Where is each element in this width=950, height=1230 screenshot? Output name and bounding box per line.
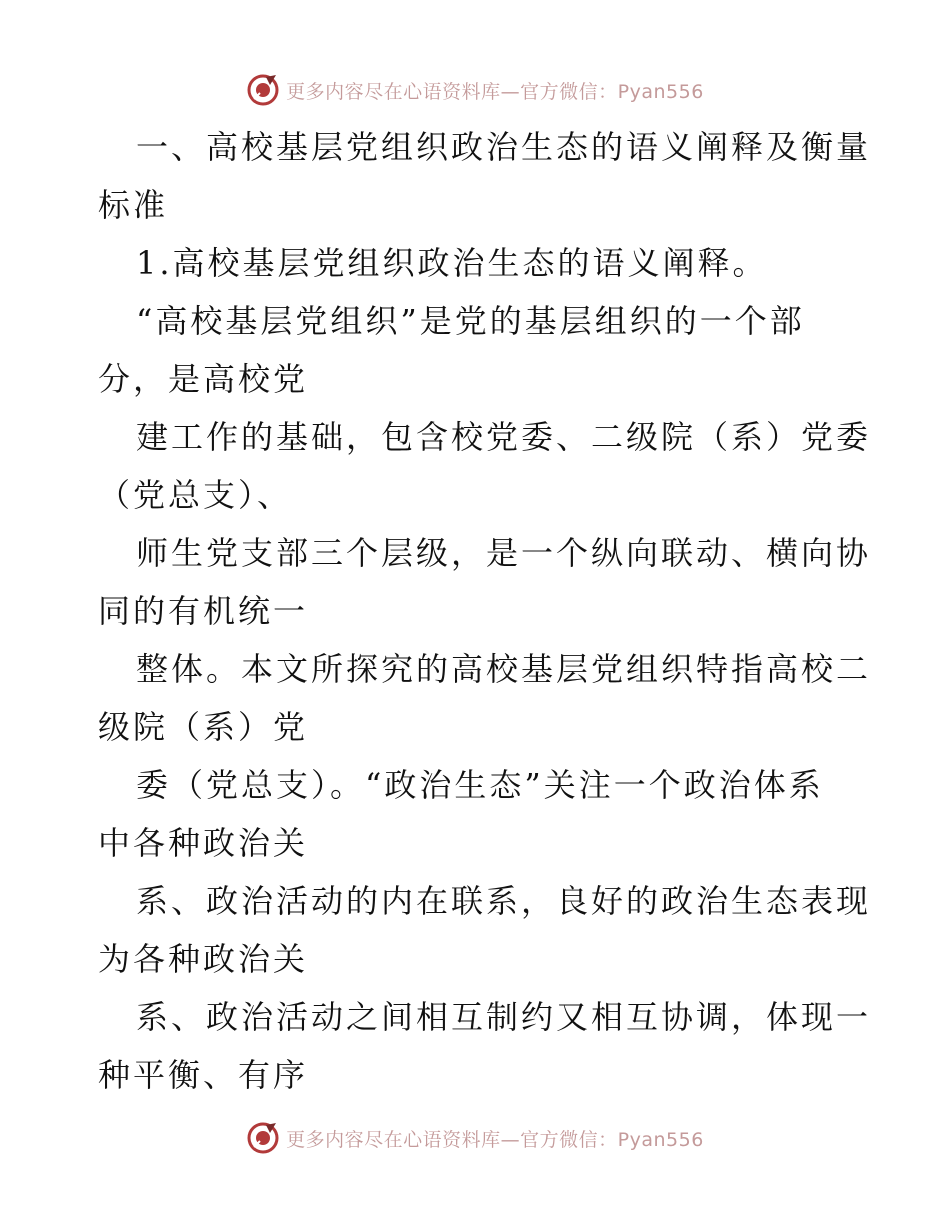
watermark-group — [246, 73, 704, 107]
paragraph-line: 整体。本文所探究的高校基层党组织特指高校二 — [136, 650, 872, 688]
paragraph-line: “高校基层党组织”是党的基层组织的一个部 — [136, 302, 805, 340]
header-watermark — [0, 70, 950, 110]
watermark-text: 更多内容尽在心语资料库—官方微信：Pyan556 — [286, 1128, 704, 1151]
pen-logo-icon — [246, 1121, 280, 1155]
section-heading-cont: 标准 — [98, 186, 169, 224]
footer-watermark — [0, 1118, 950, 1158]
pen-logo-icon — [246, 73, 280, 107]
paragraph-line: 分，是高校党 — [98, 360, 309, 398]
paragraph-line: 系、政治活动的内在联系，良好的政治生态表现 — [136, 882, 872, 920]
paragraph-line: 系、政治活动之间相互制约又相互协调，体现一 — [136, 998, 872, 1036]
paragraph-line: 种平衡、有序 — [98, 1056, 309, 1094]
document-body — [98, 118, 872, 1104]
paragraph-line: 建工作的基础，包含校党委、二级院（系）党委 — [136, 418, 872, 456]
paragraph-line: 师生党支部三个层级，是一个纵向联动、横向协 — [136, 534, 872, 572]
watermark-text: 更多内容尽在心语资料库—官方微信：Pyan556 — [286, 80, 704, 103]
paragraph-line: （党总支）、 — [98, 476, 293, 514]
section-heading: 一、高校基层党组织政治生态的语义阐释及衡量 — [136, 128, 872, 166]
watermark-group — [246, 1121, 704, 1155]
paragraph-line: 委（党总支）。“政治生态”关注一个政治体系 — [136, 766, 824, 804]
paragraph-line: 同的有机统一 — [98, 592, 309, 630]
paragraph-line: 中各种政治关 — [98, 824, 309, 862]
subsection-heading: 1.高校基层党组织政治生态的语义阐释。 — [136, 244, 768, 282]
paragraph-line: 为各种政治关 — [98, 940, 309, 978]
paragraph-line: 级院（系）党 — [98, 708, 309, 746]
